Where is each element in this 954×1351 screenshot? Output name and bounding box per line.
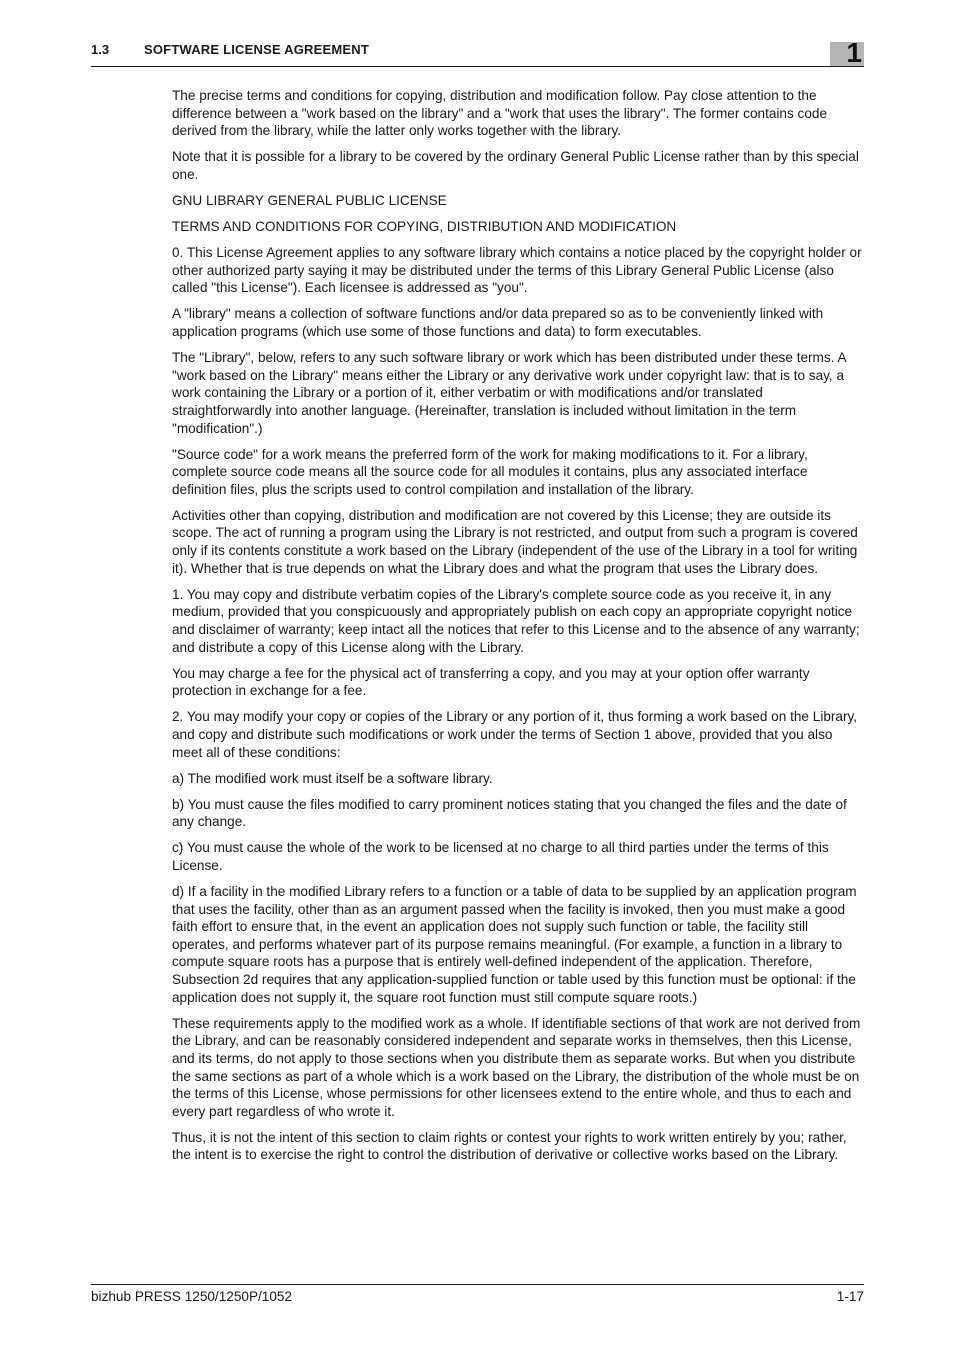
product-name: bizhub PRESS 1250/1250P/1052	[91, 1289, 293, 1304]
paragraph-library-definition: A "library" means a collection of software functions and/or data prepared so as to be conveniently linked with application programs (which use some of those functions and data) to form executables.	[172, 306, 824, 340]
chapter-number: 1	[846, 37, 862, 68]
page-number: 1-17	[836, 1289, 864, 1304]
paragraph-fee: You may charge a fee for the physical act of transferring a copy, and you may at your option offer warranty protection in exchange for a fee.	[172, 665, 810, 699]
license-body	[172, 87, 862, 1172]
page-footer	[91, 1284, 864, 1309]
paragraph-activities: Activities other than copying, distribution and modification are not covered by this License; they are outside its scope. The act of running a program using the Library is not restricted, and output from such a program is covered only if its contents constitute a work based on the Library (independent of the use of the Library in a tool for writing it). Whether that is true depends on what the Library does and what the program that uses the Library does.	[172, 507, 858, 576]
condition-b: b) You must cause the files modified to carry prominent notices stating that you changed the files and the date of any change.	[172, 796, 847, 830]
condition-c: c) You must cause the whole of the work to be licensed at no charge to all third parties under the terms of this License.	[172, 840, 829, 873]
paragraph-library-terms: The "Library", below, refers to any such software library or work which has been distributed under these terms. A "work based on the Library" means either the Library or any derivative work under copyright law: that is to say, a work containing the Library or a portion of it, either verbatim or with modifications and/or translated straightforwardly into another language. (Hereinafter, translation is included without limitation in the term "modification".)	[172, 350, 846, 436]
paragraph-note: Note that it is possible for a library to be covered by the ordinary General Public License rather than by this special one.	[172, 149, 859, 182]
paragraph-source-code: "Source code" for a work means the preferred form of the work for making modifications to it. For a library, complete source code means all the source code for all modules it contains, plus any associated interface definition files, plus the scripts used to control compilation and installation of the library.	[172, 446, 808, 497]
section-number: 1.3	[91, 42, 110, 57]
page-header	[91, 38, 864, 67]
paragraph-intent: Thus, it is not the intent of this section to claim rights or contest your rights to work written entirely by you; rather, the intent is to exercise the right to control the distribution of derivative or collective works based on the Library.	[172, 1129, 847, 1163]
paragraph-requirements: These requirements apply to the modified work as a whole. If identifiable sections of that work are not derived from the Library, and can be reasonably considered independent and separate works in themselves, then this License, and its terms, do not apply to those sections when you distribute them as separate works. But when you distribute the same sections as part of a whole which is a work based on the Library, the distribution of the whole must be on the terms of this License, whose permissions for other licensees extend to the entire whole, and thus to each and every part regardless of who wrote it.	[172, 1015, 861, 1119]
terms-heading: TERMS AND CONDITIONS FOR COPYING, DISTRIBUTION AND MODIFICATION	[172, 219, 677, 235]
condition-d: d) If a facility in the modified Library refers to a function or a table of data to be supplied by an application program that uses the facility, other than as an argument passed when the facility is invoked, then you must make a good faith effort to ensure that, in the event an application does not supply such function or table, the facility still operates, and performs whatever part of its purpose remains meaningful. (For example, a function in a library to compute square roots has a purpose that is entirely well-defined independent of the application. Therefore, Subsection 2d requires that any application-supplied function or table used by this function must be optional: if the application does not supply it, the square root function must still compute square roots.)	[172, 884, 857, 1005]
paragraph-intro: The precise terms and conditions for copying, distribution and modification follow. Pay close attention to the difference between a "work based on the library" and a "work that uses the library". The former contains code derived from the library, while the latter only works together with the library.	[172, 88, 828, 139]
paragraph-section-1: 1. You may copy and distribute verbatim copies of the Library's complete source code as you receive it, in any medium, provided that you conspicuously and appropriately publish on each copy an appropriate copyright notice and disclaimer of warranty; keep intact all the notices that refer to this License and to the absence of any warranty; and distribute a copy of this License along with the Library.	[172, 586, 860, 655]
paragraph-section-2: 2. You may modify your copy or copies of the Library or any portion of it, thus forming a work based on the Library, and copy and distribute such modifications or work under the terms of Section 1 above, provided that you also meet all of these conditions:	[172, 709, 858, 760]
paragraph-section-0: 0. This License Agreement applies to any software library which contains a notice placed by the copyright holder or other authorized party saying it may be distributed under the terms of this Library General Public License (also called "this License"). Each licensee is addressed as "you".	[172, 245, 862, 296]
license-title: GNU LIBRARY GENERAL PUBLIC LICENSE	[172, 192, 447, 208]
condition-a: a) The modified work must itself be a software library.	[172, 770, 493, 786]
section-title: SOFTWARE LICENSE AGREEMENT	[144, 42, 370, 57]
